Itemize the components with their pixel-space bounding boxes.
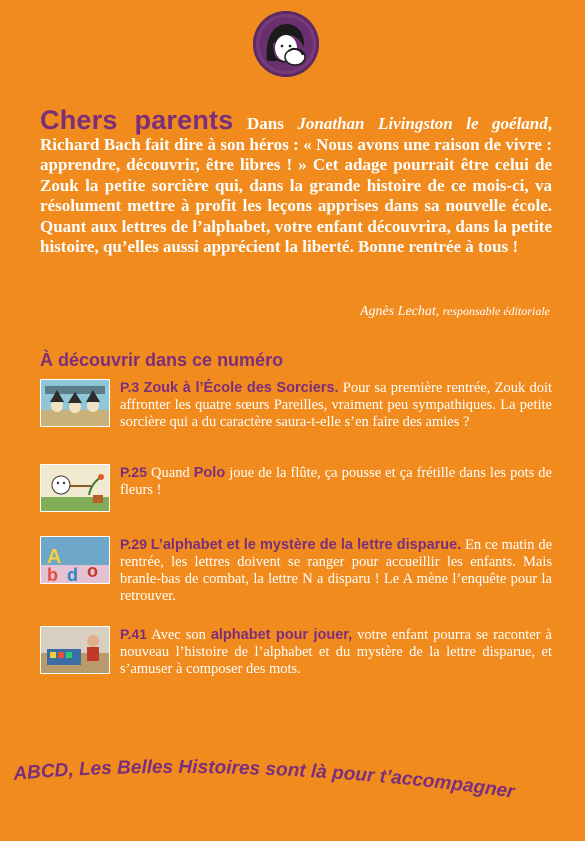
svg-text:ABCD, Les Belles Histoires son (11, 757, 517, 803)
page-number: P.25 (120, 464, 147, 480)
slogan (0, 750, 585, 820)
zouk-thumbnail (40, 379, 110, 427)
entry-description: En ce matin de rentrée, les lettres doivent se ranger pour accueillir les enfants. Mais branle-bas de combat, la lettre N a disparu ! Le A mène l’enquête pour la retrouver. (120, 537, 553, 604)
entry-description: joue de la flûte, ça pousse et ça frétille dans les pots de fleurs ! (120, 465, 552, 498)
section-title: À découvrir dans ce numéro (40, 350, 284, 370)
entry-highlight: L’alphabet et le mystère de la lettre disparue. (150, 537, 462, 553)
entry-pre: Quand (147, 465, 194, 481)
signature (360, 304, 550, 320)
entry-pre: Avec son (147, 627, 211, 643)
polo-thumbnail (40, 464, 110, 512)
entry-highlight: alphabet pour jouer, (210, 627, 353, 643)
alphabet-thumbnail (40, 536, 110, 584)
entry-description: Pour sa première rentrée, Zouk doit affronter les quatre sœurs Pareilles, vraiment peu sympathiques. La petite sorcière qui a du caractère saura-t-elle s’en faire des amies ? (120, 380, 553, 430)
entry-text (120, 536, 552, 605)
entry-description: votre enfant pourra se raconter à nouveau l’histoire de l’alphabet et du mystère de la lettre disparue, et s’amuser à composer des mots. (120, 627, 552, 677)
svg-text:b: b (47, 565, 58, 583)
editorial-part-1: Dans (247, 114, 298, 133)
game-thumbnail (40, 626, 110, 674)
mother-child-icon (253, 11, 319, 77)
editorial-heading: Chers parents (40, 105, 234, 135)
magazine-logo (253, 11, 319, 77)
contents-entry-zouk (40, 379, 552, 449)
editorial-part-2: , Richard Bach fait dire à son héros : « Nous avons une raison de vivre : apprendre, découvrir, être libres ! » Cet adage pourrait être celui de Zouk la petite sorcière qui, dans la grande histoire de ce mois-ci, va résolument mettre à profit les leçons apprises dans sa nouvelle école. Quant aux lettres de l’alphabet, votre enfant découvrira, dans la petite histoire, qu’elles aussi apprécient la liberté. Bonne rentrée à tous ! (40, 114, 553, 256)
svg-text:A: A (47, 546, 62, 568)
contents-entry-game (40, 626, 552, 686)
entry-highlight: Zouk à l’École des Sorciers. (143, 380, 339, 396)
page-number: P.3 (120, 379, 140, 395)
editorial-text (40, 105, 553, 258)
entry-text (120, 626, 552, 678)
svg-text:o: o (87, 561, 98, 581)
entry-text (120, 464, 552, 499)
page-number: P.41 (120, 626, 147, 642)
page-number: P.29 (120, 536, 147, 552)
contents-entry-alphabet (40, 536, 552, 611)
entry-highlight: Polo (193, 465, 226, 481)
book-title: Jonathan Livingston le goéland (297, 114, 548, 133)
signature-role: responsable éditoriale (442, 304, 550, 318)
signature-name: Agnès Lechat, (359, 304, 440, 319)
contents-entry-polo (40, 464, 552, 514)
entry-text (120, 379, 552, 431)
svg-text:d: d (67, 565, 78, 583)
slogan-text: ABCD, Les Belles Histoires sont là pour t’accompagner (12, 756, 516, 803)
